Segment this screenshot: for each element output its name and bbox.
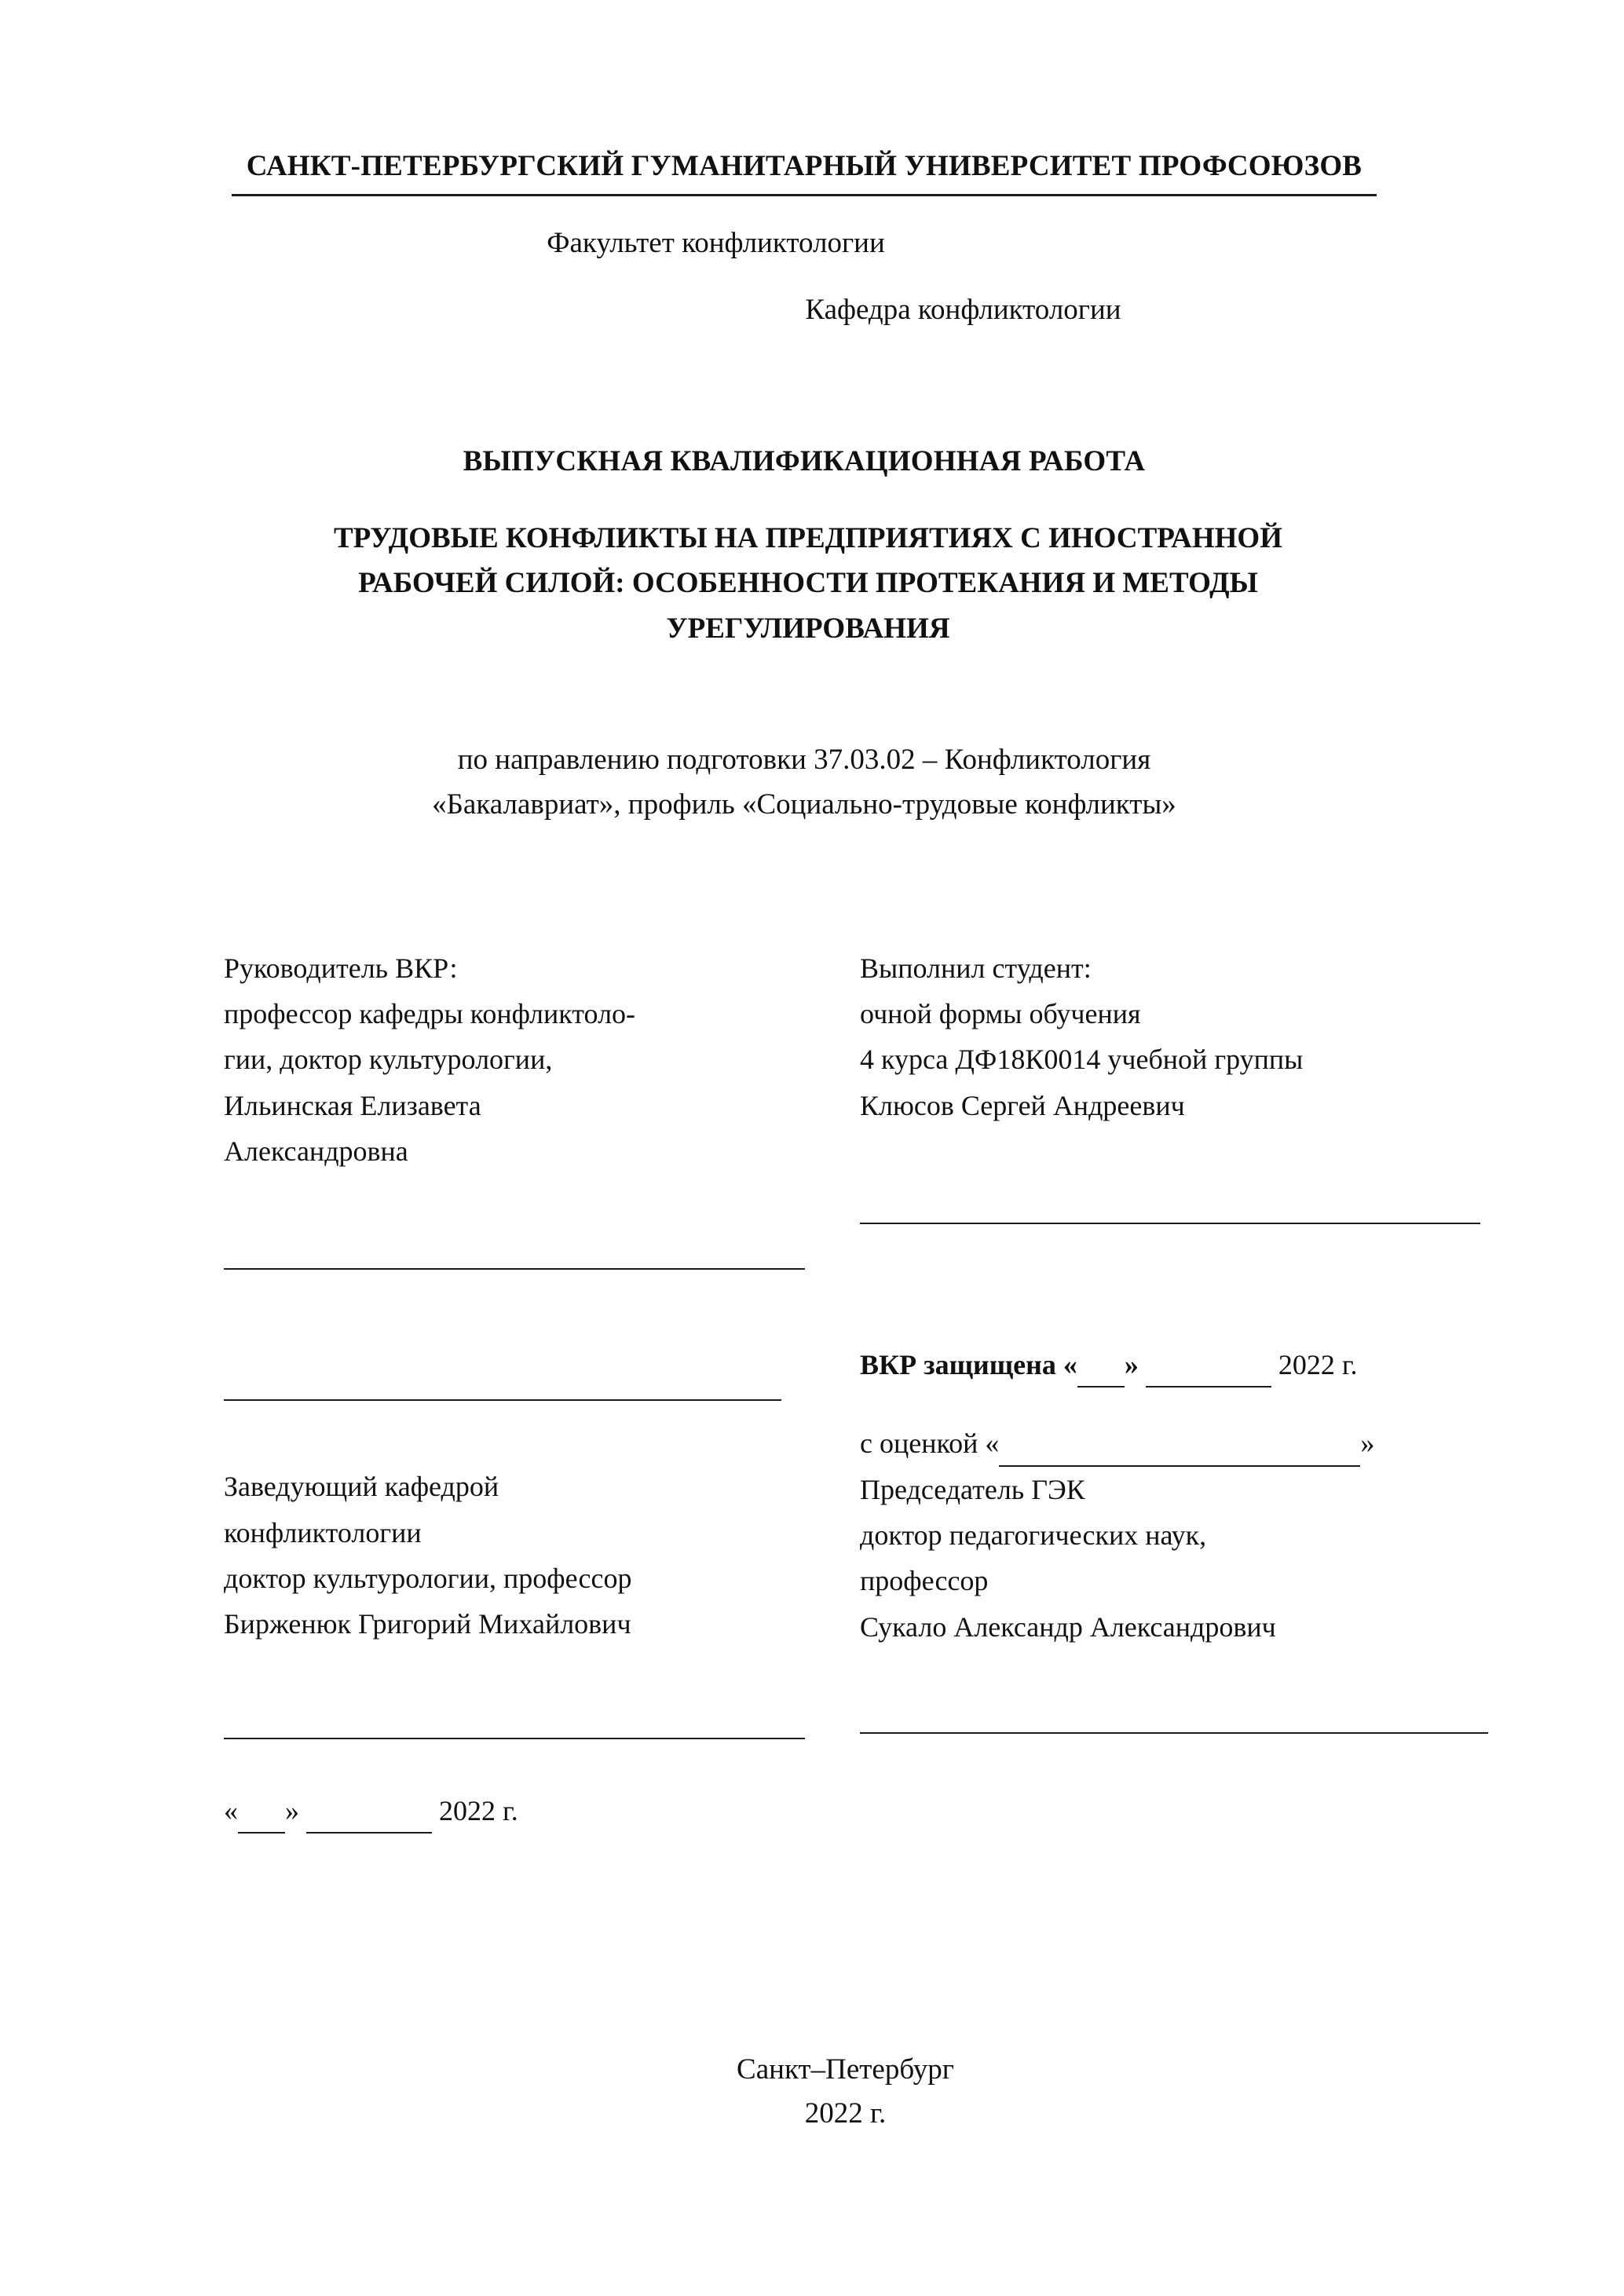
study-direction-line-1: по направлению подготовки 37.03.02 – Конфликтология xyxy=(457,744,1151,777)
footer-city: Санкт–Петербург xyxy=(737,2053,954,2086)
student-line-2: 4 курса ДФ18К0014 учебной группы xyxy=(860,1044,1304,1076)
defense-day-blank xyxy=(1077,1386,1125,1387)
date-month-blank xyxy=(306,1832,432,1834)
student-line-3: Клюсов Сергей Андреевич xyxy=(860,1089,1185,1121)
commission-line-4: профессор xyxy=(860,1565,989,1597)
defense-line xyxy=(860,1342,1488,1387)
chair-date-rule xyxy=(224,1738,805,1739)
study-direction-line-2: «Бакалавриат», профиль «Социально-трудовые конфликты» xyxy=(432,788,1176,821)
date-quote-close: » xyxy=(285,1794,306,1826)
document-type: ВЫПУСКНАЯ КВАЛИФИКАЦИОННАЯ РАБОТА xyxy=(463,445,1146,477)
supervisor-line-4: Александровна xyxy=(224,1135,408,1167)
student-line-1: очной формы обучения xyxy=(860,998,1141,1030)
commission-line-5: Сукало Александр Александрович xyxy=(860,1610,1276,1643)
commission-signature-rule xyxy=(860,1732,1488,1734)
grade-prefix: с оценкой « xyxy=(860,1428,1000,1460)
chair-line-2: конфликтологии xyxy=(224,1516,422,1548)
footer-year: 2022 г. xyxy=(804,2097,887,2130)
defense-prefix: ВКР защищена « xyxy=(860,1348,1077,1380)
supervisor-line-2: гии, доктор культурологии, xyxy=(224,1044,553,1076)
commission-line-2: Председатель ГЭК xyxy=(860,1473,1085,1505)
chair-line-4: Бирженюк Григорий Михайлович xyxy=(224,1608,631,1640)
chair-block xyxy=(224,1464,860,1647)
date-quote-open: « xyxy=(224,1794,238,1826)
defense-year: 2022 г. xyxy=(1271,1348,1358,1380)
thesis-title-line-1: ТРУДОВЫЕ КОНФЛИКТЫ НА ПРЕДПРИЯТИЯХ С ИНОСТРАННОЙ xyxy=(333,522,1282,554)
chair-signature-rule xyxy=(224,1399,781,1401)
supervisor-label: Руководитель ВКР: xyxy=(224,952,458,984)
supervisor-signature-rule xyxy=(224,1268,805,1270)
commission-block xyxy=(860,1420,1488,1650)
supervisor-line-3: Ильинская Елизавета xyxy=(224,1089,481,1121)
department-name: Кафедра конфликтологии xyxy=(805,294,1121,326)
chair-line-3: доктор культурологии, профессор xyxy=(224,1562,632,1594)
thesis-title-line-2: РАБОЧЕЙ СИЛОЙ: ОСОБЕННОСТИ ПРОТЕКАНИЯ И МЕТОДЫ xyxy=(358,567,1258,600)
date-year: 2022 г. xyxy=(432,1794,518,1826)
student-column xyxy=(860,945,1488,1834)
commission-line-3: доктор педагогических наук, xyxy=(860,1519,1207,1551)
grade-line xyxy=(860,1420,1488,1466)
footer xyxy=(0,2048,1624,2135)
date-day-blank xyxy=(238,1832,285,1834)
chair-date-line xyxy=(224,1788,860,1834)
chair-line-1: Заведующий кафедрой xyxy=(224,1471,499,1503)
study-direction xyxy=(224,737,1384,828)
thesis-title xyxy=(224,516,1392,651)
student-signature-rule xyxy=(860,1223,1480,1224)
signature-columns xyxy=(224,945,1467,1834)
supervisor-column xyxy=(224,945,860,1834)
student-label: Выполнил студент: xyxy=(860,952,1092,984)
thesis-title-line-3: УРЕГУЛИРОВАНИЯ xyxy=(666,612,950,645)
grade-suffix: » xyxy=(1360,1428,1375,1460)
university-name: САНКТ-ПЕТЕРБУРГСКИЙ ГУМАНИТАРНЫЙ УНИВЕРСИТЕТ ПРОФСОЮЗОВ xyxy=(232,149,1377,196)
supervisor-line-1: профессор кафедры конфликтоло- xyxy=(224,998,636,1030)
defense-month-blank xyxy=(1146,1386,1271,1387)
defense-middle: » xyxy=(1124,1348,1146,1380)
faculty-name: Факультет конфликтологии xyxy=(547,227,885,259)
